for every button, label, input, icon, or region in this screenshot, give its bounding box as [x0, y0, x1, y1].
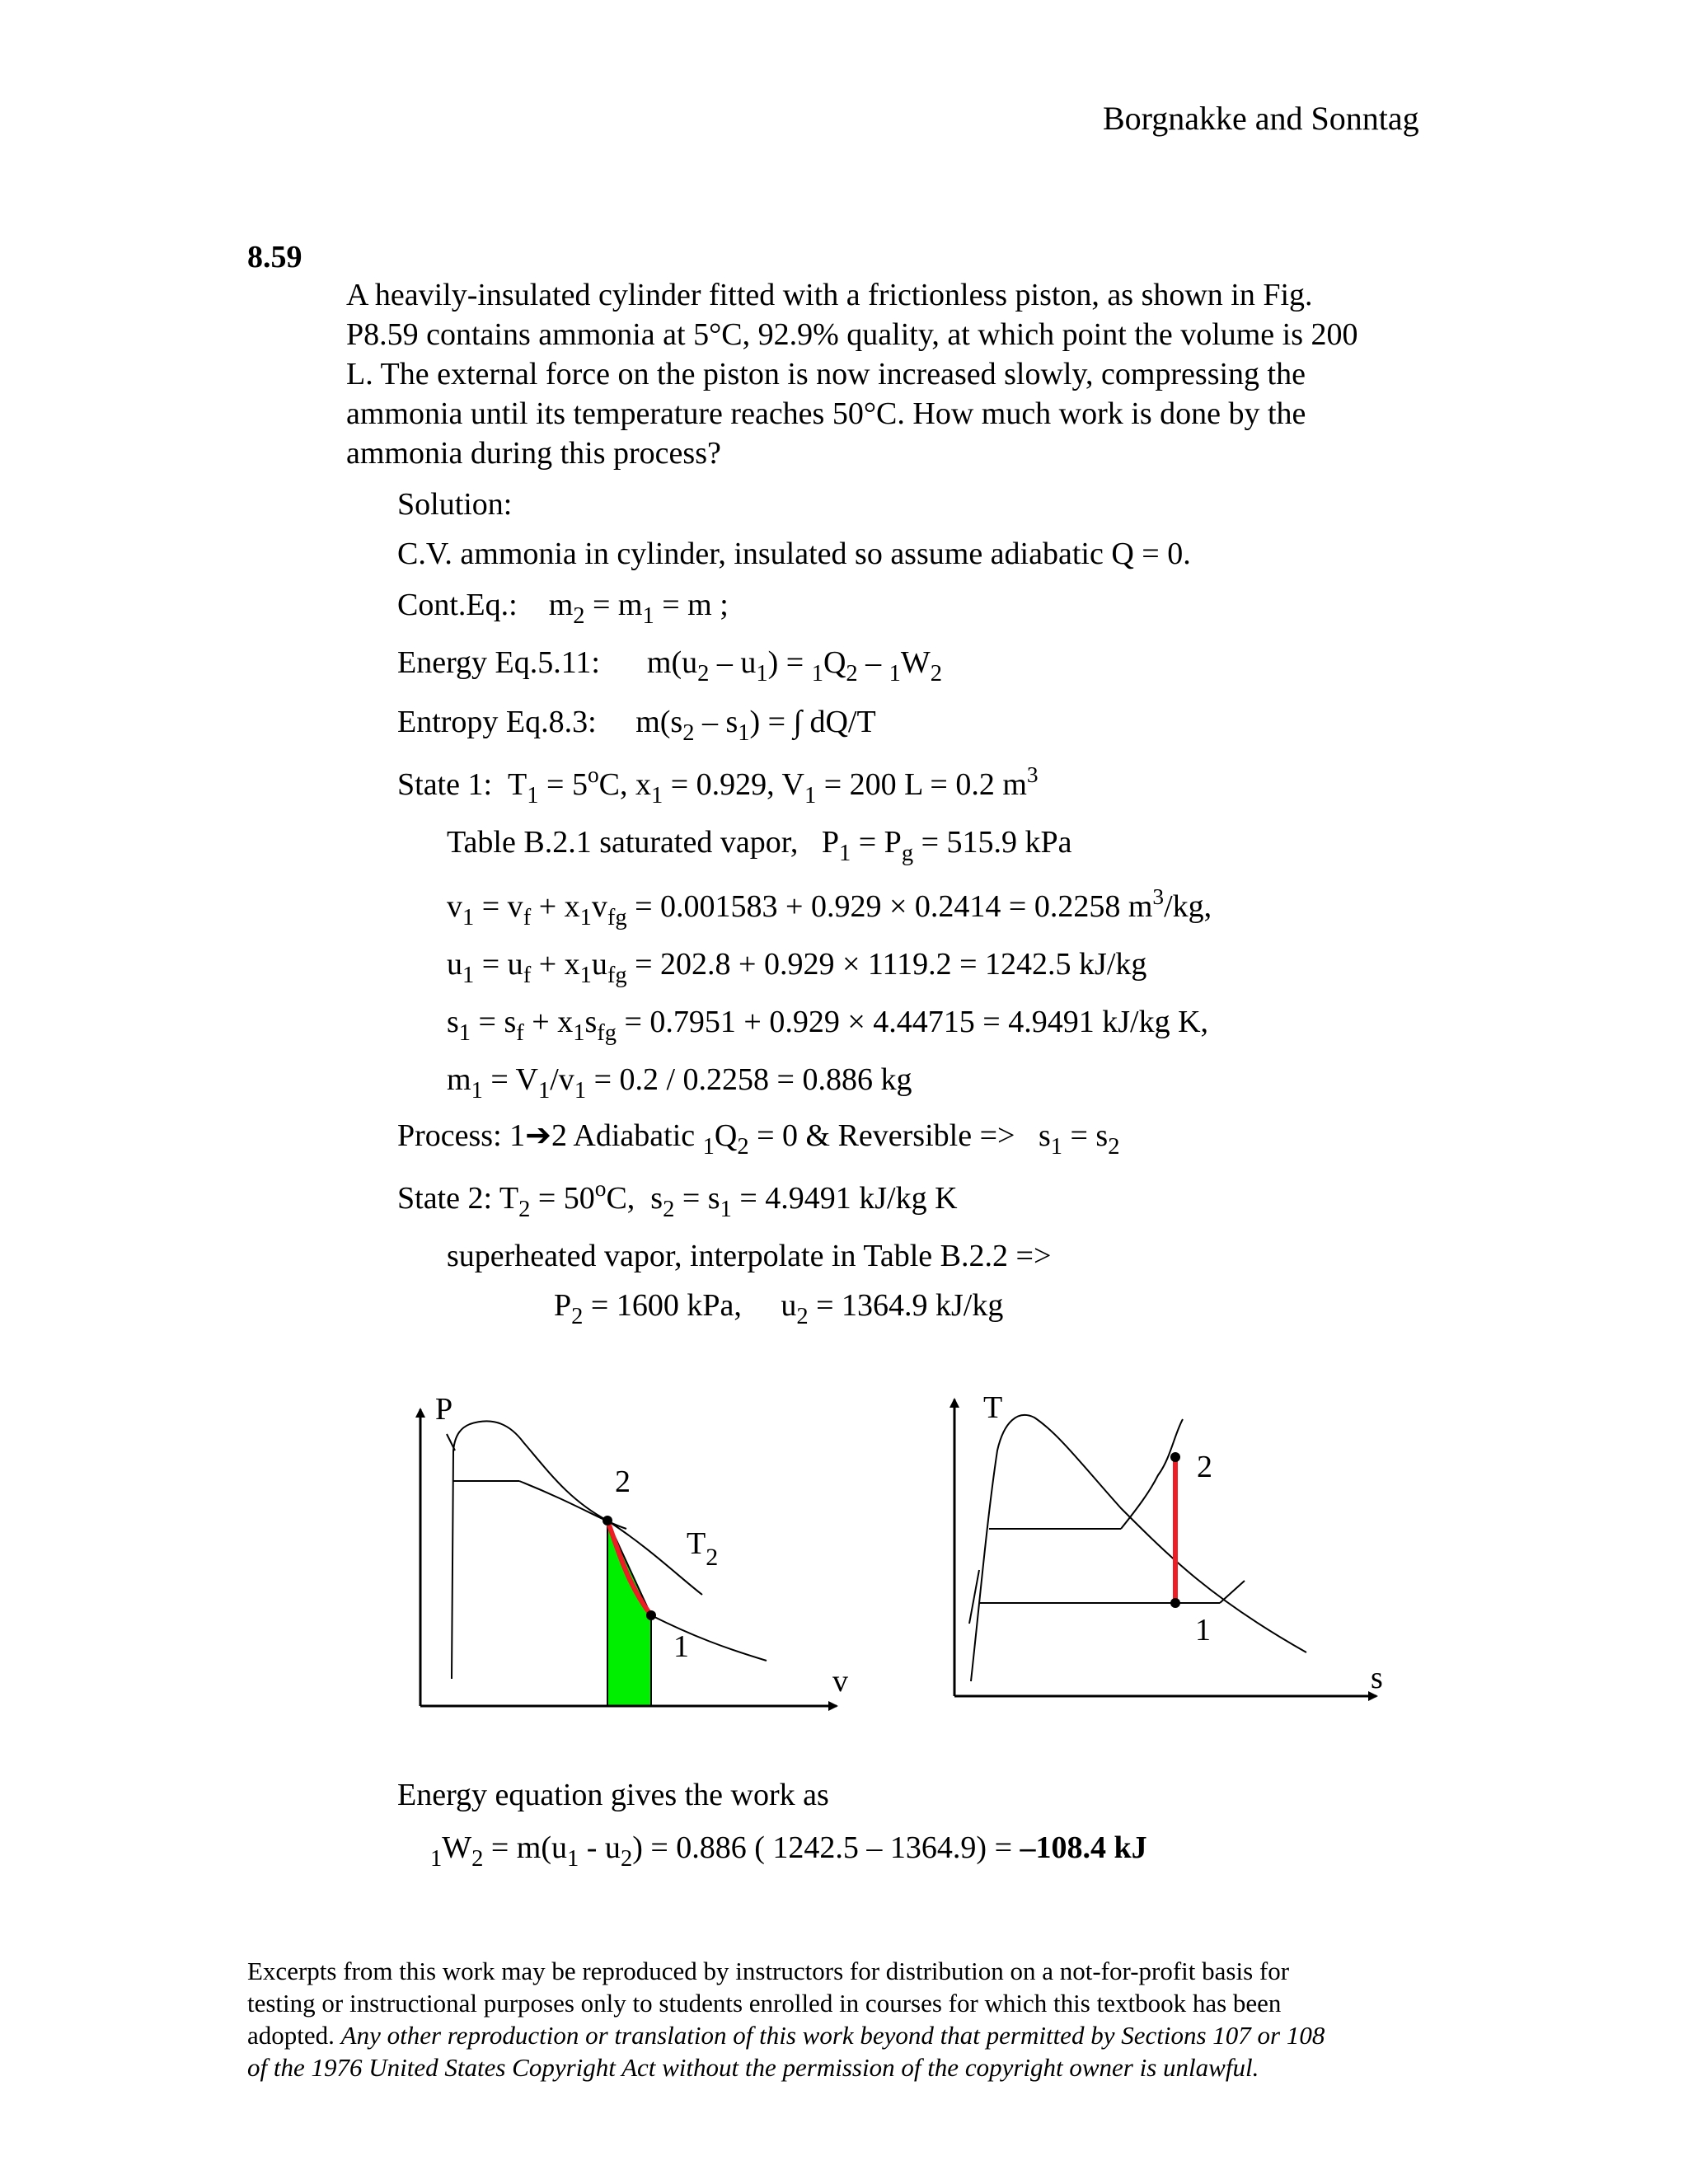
state1-line: State 1: $T_1 = 5^oC$, $x_1 = 0.929$, $V_1 = 200$ L = 0.2 $m^3$: [397, 762, 1039, 808]
pv-label-t2: $T_2$: [687, 1526, 719, 1571]
superheated-line: superheated vapor, interpolate in Table B.2.2 =>: [447, 1239, 1052, 1273]
ts-state-point-2: [1170, 1452, 1180, 1462]
ts-label-1: 1: [1195, 1613, 1211, 1647]
copyright-footer: [247, 1955, 1451, 2083]
arrow-right-icon: ➔: [525, 1118, 551, 1153]
ts-label-2: 2: [1197, 1450, 1212, 1484]
problem-line: P8.59 contains ammonia at 5°C, 92.9% quality, at which point the volume is 200: [346, 317, 1358, 352]
problem-number: 8.59: [247, 240, 302, 274]
continuity-equation: Cont.Eq.: $m_2 = m_1 = m$ ;: [397, 588, 729, 629]
ts-diagram: [940, 1385, 1401, 1731]
work-area: [607, 1521, 651, 1706]
footer-line: of the 1976 United States Copyright Act without the permission of the copyright owner is unlawful.: [247, 2053, 1259, 2082]
pv-diagram: [404, 1385, 865, 1731]
process-line: Process: 1➔2 Adiabatic $_1Q_2 = 0$ & Reversible => $s_1 = s_2$: [397, 1118, 1120, 1160]
v1-calculation: $v_1 = v_f + x_1v_{fg} = 0.001583 + 0.929 \times 0.2414 = 0.2258$ $m^3/kg$,: [447, 883, 1212, 930]
pv-axis-label-v: v: [832, 1664, 848, 1699]
s1-calculation: $s_1 = s_f + x_1s_{fg} = 0.7951 + 0.929 \times 4.44715 = 4.9491$ kJ/kg K,: [447, 1005, 1209, 1046]
problem-statement: [346, 275, 1434, 473]
ts-superheat-low: [1220, 1581, 1245, 1603]
page-header-author: Borgnakke and Sonntag: [1103, 100, 1419, 137]
saturation-dome: [452, 1421, 702, 1679]
control-volume-line: C.V. ammonia in cylinder, insulated so assume adiabatic Q = 0.: [397, 537, 1191, 571]
isotherm-line: [651, 1615, 767, 1661]
work-result-value: –108.4 kJ: [1020, 1830, 1147, 1865]
energy-equation: Energy Eq.5.11: $m(u_2 - u_1) = _1Q_2 - _1W_2$: [397, 645, 943, 687]
footer-line: adopted. Any other reproduction or translation of this work beyond that permitted by Sections 107 or 108: [247, 2021, 1325, 2050]
solution-label: Solution:: [397, 487, 513, 522]
work-result-line: $_1W_2 = m(u_1 - u_2) = 0.886$ ( 1242.5 – 1364.9) = –108.4 kJ: [430, 1830, 1147, 1872]
ts-axis-label-t: T: [983, 1390, 1003, 1425]
problem-line: L. The external force on the piston is now increased slowly, compressing the: [346, 357, 1306, 391]
pv-liquid-line: [447, 1434, 455, 1451]
problem-line: A heavily-insulated cylinder fitted with a frictionless piston, as shown in Fig.: [346, 278, 1313, 312]
conclusion-intro: Energy equation gives the work as: [397, 1778, 829, 1812]
pv-axis-label-p: P: [435, 1392, 453, 1427]
footer-line: testing or instructional purposes only to students enrolled in courses for which this textbook has been: [247, 1989, 1282, 2018]
entropy-equation: Entropy Eq.8.3: $m(s_2 - s_1)$ = ∫ dQ/T: [397, 705, 876, 746]
state-point-1: [646, 1610, 656, 1620]
pv-label-1: 1: [673, 1629, 689, 1664]
state-point-2: [603, 1516, 612, 1526]
state2-line: State 2: $T_2 = 50^oC$, $s_2 = s_1 = 4.9491$ kJ/kg K: [397, 1175, 958, 1222]
m1-calculation: $m_1 = V_1/v_1 = 0.2 / 0.2258 = 0.886$ kg: [447, 1062, 912, 1104]
pv-label-2: 2: [615, 1465, 631, 1499]
state2-results: $P_2 = 1600$ kPa, $u_2 = 1364.9$ kJ/kg: [554, 1288, 1004, 1329]
ts-state-point-1: [1170, 1598, 1180, 1608]
ts-saturation-dome: [971, 1415, 1306, 1681]
footer-line: Excerpts from this work may be reproduced by instructors for distribution on a not-for-profit basis for: [247, 1957, 1290, 1985]
ts-axis-label-s: s: [1371, 1661, 1383, 1695]
problem-line: ammonia until its temperature reaches 50°C. How much work is done by the: [346, 396, 1306, 431]
problem-line: ammonia during this process?: [346, 436, 721, 471]
u1-calculation: $u_1 = u_f + x_1u_{fg} = 202.8 + 0.929 \times 1119.2 = 1242.5$ kJ/kg: [447, 947, 1147, 988]
table-b21-line: Table B.2.1 saturated vapor, $P_1 = P_g = 515.9$ kPa: [447, 825, 1072, 866]
